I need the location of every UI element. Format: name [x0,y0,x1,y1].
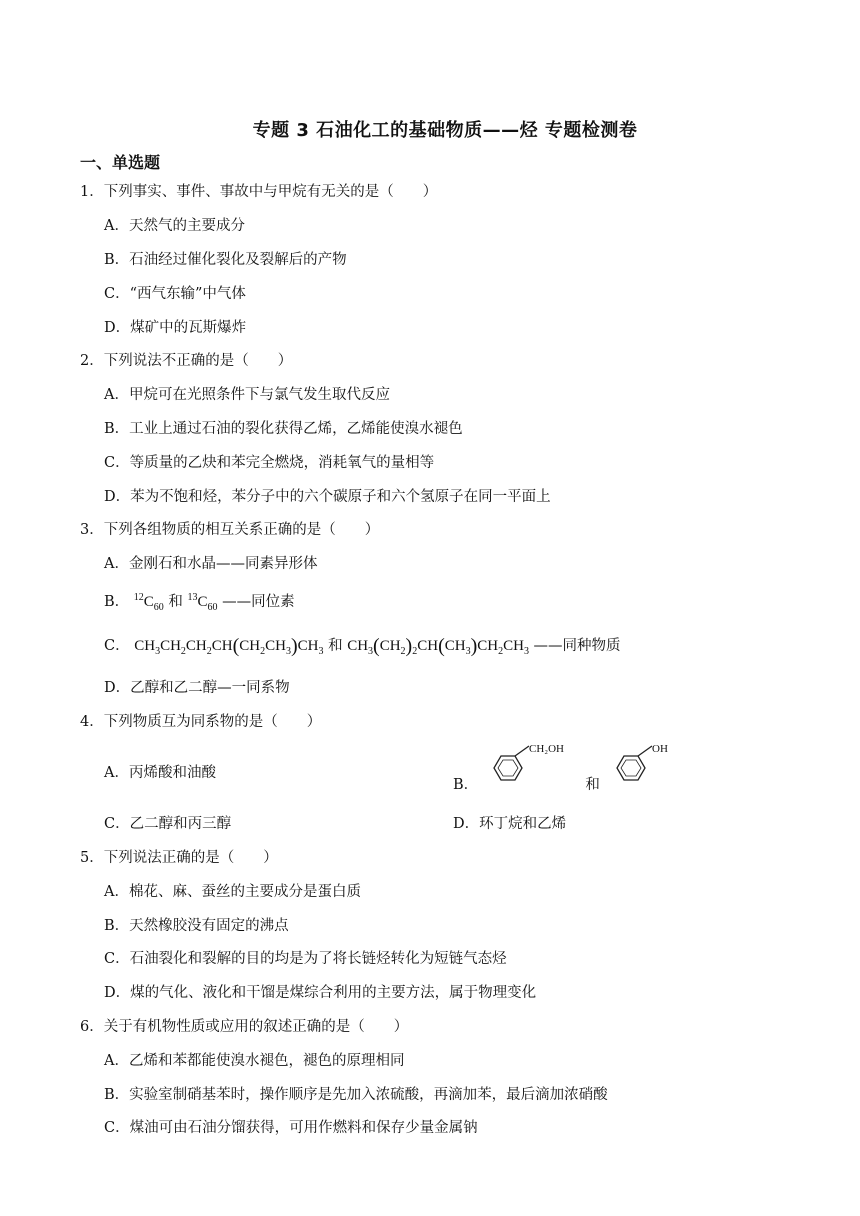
question-4-option-d: D．环丁烷和乙烯 [453,816,567,832]
question-4-option-b: B． CH₂OH 和 OH [453,742,682,790]
question-1-stem: 1．下列事实、事件、事故中与甲烷有无关的是（ ） [80,184,438,200]
question-4-option-c: C．乙二醇和丙三醇 [104,816,232,832]
question-5-option-a: A．棉花、麻、蚕丝的主要成分是蛋白质 [104,884,361,900]
question-1-option-c: C．“西气东输”中气体 [104,286,246,302]
question-3-option-a: A．金刚石和水晶——同素异形体 [104,556,318,572]
phenol-structure [610,742,682,790]
section-heading: 一、单选题 [80,153,161,172]
question-6-option-a: A．乙烯和苯都能使溴水褪色，褪色的原理相同 [104,1053,405,1069]
question-2-option-a: A．甲烷可在光照条件下与氯气发生取代反应 [104,387,390,403]
question-4-option-a: A．丙烯酸和油酸 [104,765,216,781]
question-5-option-d: D．煤的气化、液化和干馏是煤综合利用的主要方法，属于物理变化 [104,985,537,1001]
question-5-option-c: C．石油裂化和裂解的目的均是为了将长链烃转化为短链气态烃 [104,951,507,967]
question-2-option-b: B．工业上通过石油的裂化获得乙烯，乙烯能使溴水褪色 [104,421,463,437]
question-3-option-d: D．乙醇和乙二醇—一同系物 [104,680,290,696]
question-2-option-d: D．苯为不饱和烃，苯分子中的六个碳原子和六个氢原子在同一平面上 [104,489,551,505]
svg-text:CH₂OH: CH₂OH [528,743,564,755]
question-5-option-b: B．天然橡胶没有固定的沸点 [104,918,289,934]
question-1-option-b: B．石油经过催化裂化及裂解后的产物 [104,252,347,268]
formula-2: $CH_3(CH_2)_2CH(CH_3)CH_2CH_3$ [347,635,529,657]
benzyl-alcohol-structure [483,742,575,790]
question-2-option-c: C．等质量的乙炔和苯完全燃烧，消耗氧气的量相等 [104,455,435,471]
question-4-stem: 4．下列物质互为同系物的是（ ） [80,714,322,730]
question-1-option-a: A．天然气的主要成分 [104,218,245,234]
question-5-stem: 5．下列说法正确的是（ ） [80,850,278,866]
svg-text:OH: OH [652,743,669,755]
formula-1: $CH_3CH_2CH_2CH(CH_2CH_3)CH_3$ [134,635,324,657]
question-6-option-b: B．实验室制硝基苯时，操作顺序是先加入浓硫酸，再滴加苯，最后滴加浓硝酸 [104,1087,608,1103]
question-3-stem: 3．下列各组物质的相互关系正确的是（ ） [80,522,380,538]
question-6-option-c: C．煤油可由石油分馏获得，可用作燃料和保存少量金属钠 [104,1120,478,1136]
question-3-option-c: C． $CH_3CH_2CH_2CH(CH_2CH_3)CH_3$ 和 $CH_3(CH_2)_2CH(CH_3)CH_2CH_3$ ——同种物质 [104,635,621,657]
question-6-stem: 6．关于有机物性质或应用的叙述正确的是（ ） [80,1019,409,1035]
page-title: 专题 3 石油化工的基础物质——烃 专题检测卷 [252,120,638,141]
question-1-option-d: D．煤矿中的瓦斯爆炸 [104,320,247,336]
question-3-option-b: B． $^{12}C_{60}$ 和 $^{13}C_{60}$ ——同位素 [104,592,295,613]
question-2-stem: 2．下列说法不正确的是（ ） [80,353,293,369]
